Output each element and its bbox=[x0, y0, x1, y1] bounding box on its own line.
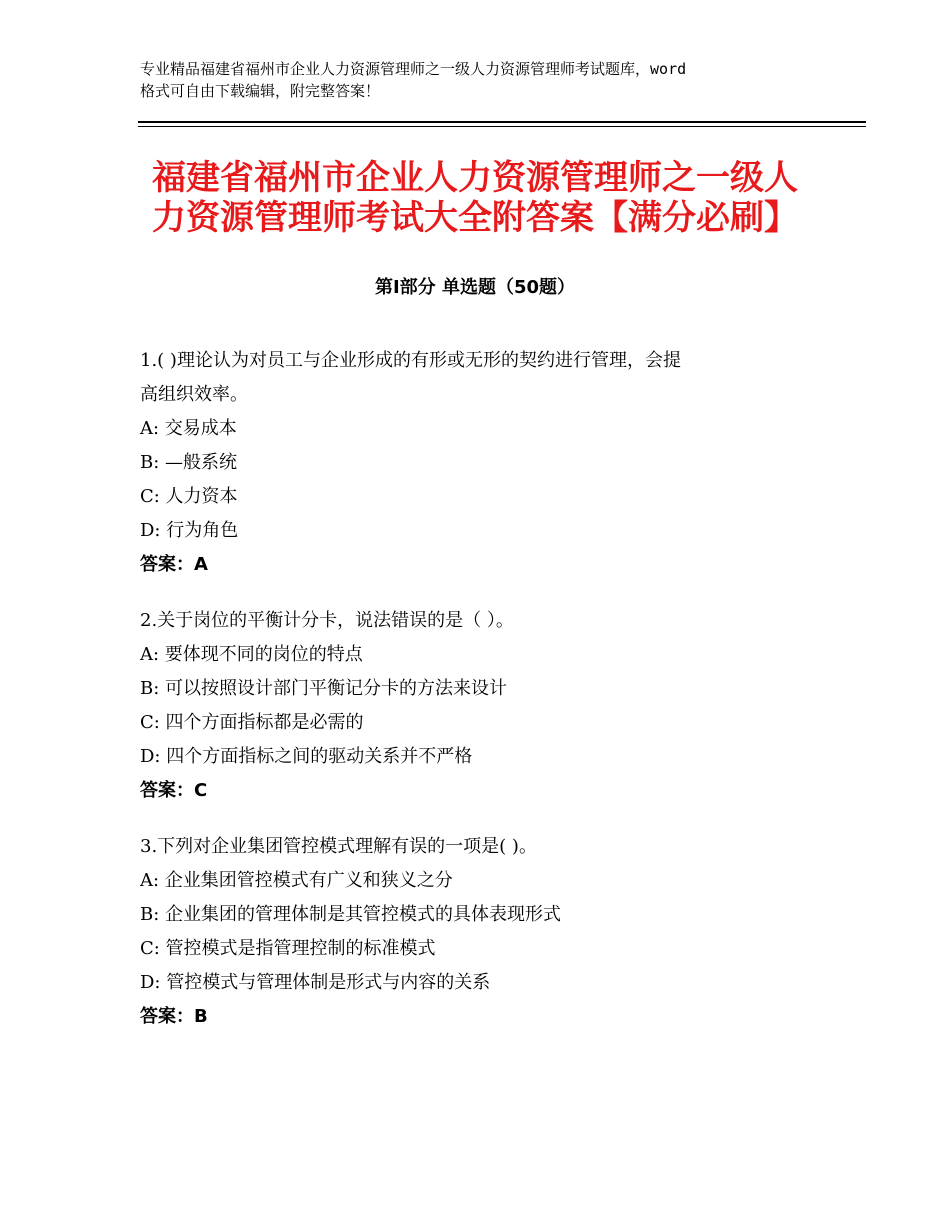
document-title-line-1: 福建省福州市企业人力资源管理师之一级人 bbox=[152, 158, 798, 198]
question-stem-continued: 高组织效率。 bbox=[140, 384, 248, 405]
question-stem: 2.关于岗位的平衡计分卡，说法错误的是（ ）。 bbox=[140, 610, 514, 631]
document-title-line-2: 力资源管理师考试大全附答案【满分必刷】 bbox=[152, 198, 798, 238]
option-d: D: 四个方面指标之间的驱动关系并不严格 bbox=[140, 746, 473, 767]
header-note-line-2: 格式可自由下载编辑，附完整答案！ bbox=[140, 82, 381, 100]
option-b: B: 企业集团的管理体制是其管控模式的具体表现形式 bbox=[140, 904, 562, 925]
option-a: A: 交易成本 bbox=[140, 418, 237, 439]
option-d: D: 管控模式与管理体制是形式与内容的关系 bbox=[140, 972, 491, 993]
section-title: 第Ⅰ部分 单选题（50题） bbox=[374, 277, 575, 298]
question-list bbox=[140, 344, 820, 1056]
question-stem: 1.( )理论认为对员工与企业形成的有形或无形的契约进行管理，会提 bbox=[140, 350, 681, 371]
option-c: C: 管控模式是指管理控制的标准模式 bbox=[140, 938, 436, 959]
header-note bbox=[140, 58, 830, 102]
option-b: B: 可以按照设计部门平衡记分卡的方法来设计 bbox=[140, 678, 508, 699]
option-b: B: —般系统 bbox=[140, 452, 238, 473]
option-a: A: 企业集团管控模式有广义和狭义之分 bbox=[140, 870, 453, 891]
option-d: D: 行为角色 bbox=[140, 520, 239, 541]
answer: 答案：A bbox=[140, 554, 208, 575]
question-1 bbox=[140, 344, 820, 582]
option-a: A: 要体现不同的岗位的特点 bbox=[140, 644, 363, 665]
document-title bbox=[152, 158, 852, 238]
question-stem: 3.下列对企业集团管控模式理解有误的一项是( )。 bbox=[140, 836, 537, 857]
answer: 答案：B bbox=[140, 1006, 208, 1027]
question-2 bbox=[140, 604, 820, 808]
header-note-line-1: 专业精品福建省福州市企业人力资源管理师之一级人力资源管理师考试题库，word bbox=[140, 60, 687, 78]
option-c: C: 人力资本 bbox=[140, 486, 238, 507]
answer: 答案：C bbox=[140, 780, 208, 801]
option-c: C: 四个方面指标都是必需的 bbox=[140, 712, 364, 733]
question-3 bbox=[140, 830, 820, 1034]
header-rule-thick bbox=[138, 121, 866, 123]
header-rule-thin bbox=[138, 126, 866, 127]
